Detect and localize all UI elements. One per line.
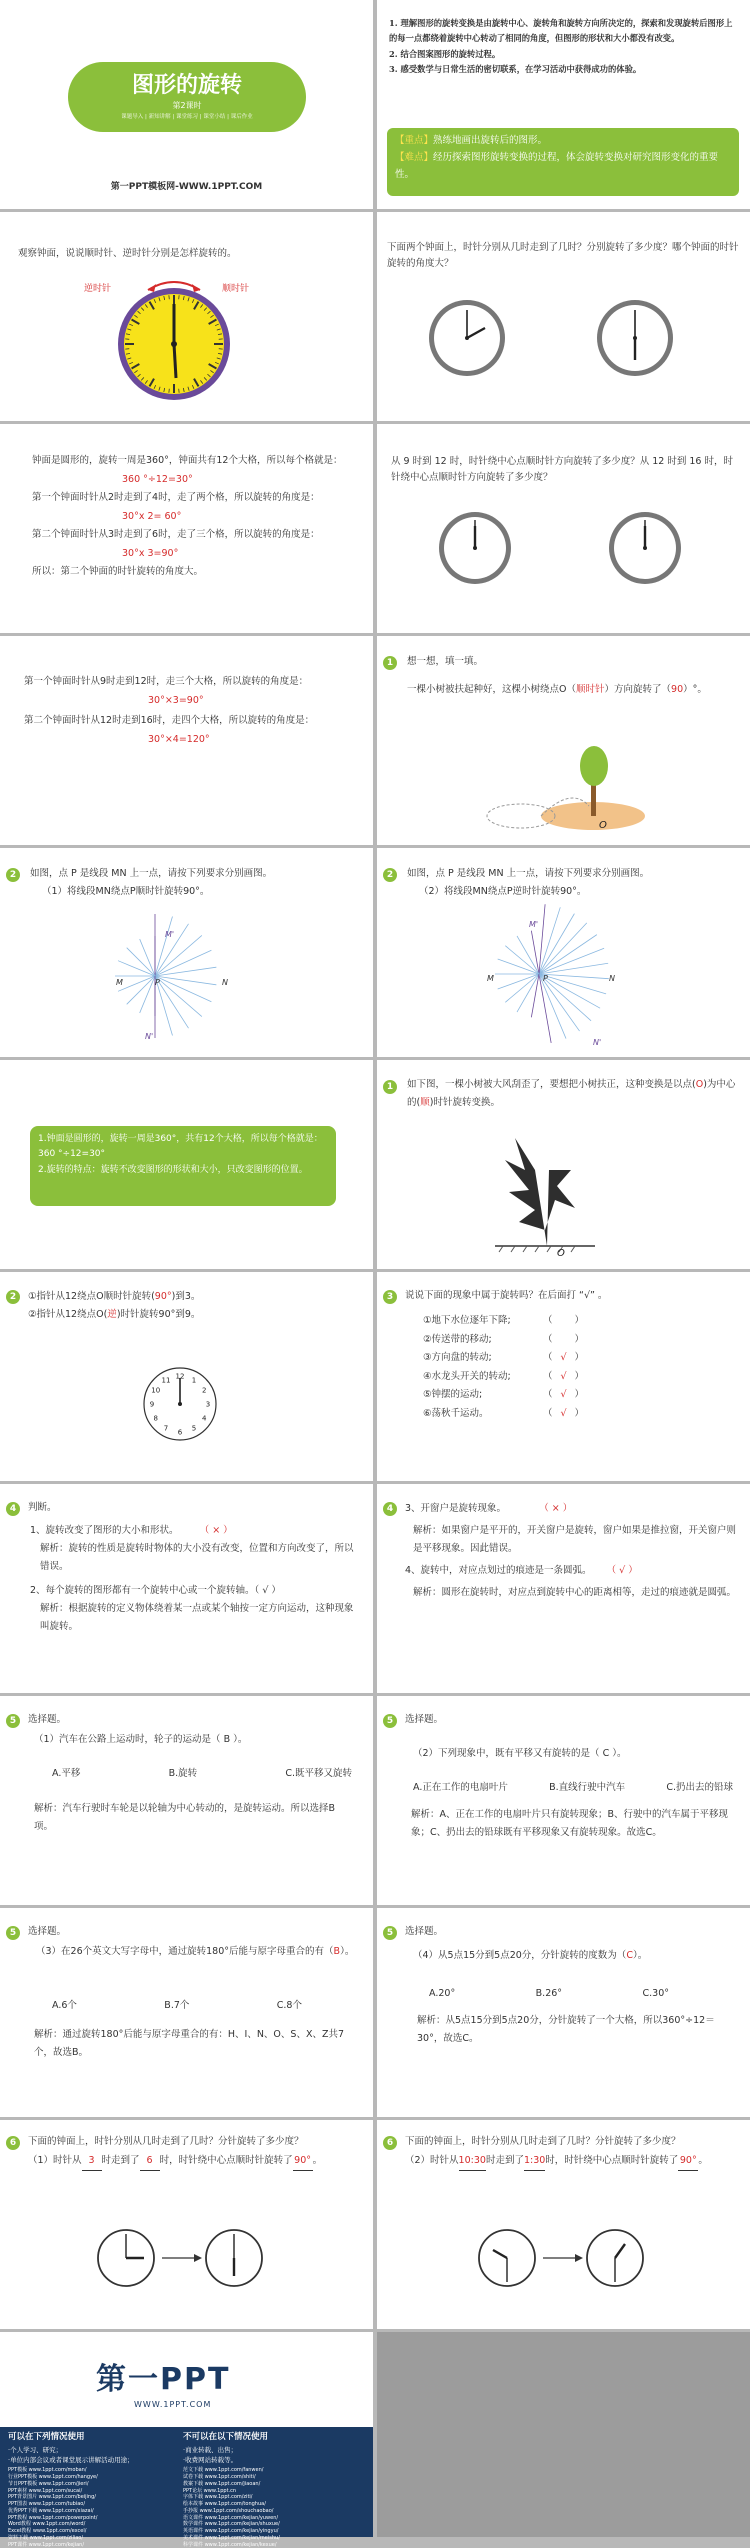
two-clocks-question: 下面两个钟面上，时针分别从几时走到了几时？分别旋转了多少度？哪个钟面的时针旋转的角度大？ <box>387 240 743 272</box>
choice-answer: C <box>626 1950 633 1961</box>
item-answer: √ <box>556 1368 572 1387</box>
footer-link[interactable]: 资料下载 www.1ppt.com/ziliao/ <box>8 2535 183 2542</box>
list-item: ②传送带的移动; （ ） <box>423 1331 723 1350</box>
list-item: ③方向盘的转动; （ √ ） <box>423 1349 723 1368</box>
tree-fill-answer-degree: 90 <box>671 684 683 695</box>
item-text: ①地下水位逐年下降; <box>423 1312 543 1331</box>
judge-head: 判断。 <box>28 1500 57 1516</box>
forbidden-heading: 不可以在以下情况使用 <box>183 2431 358 2445</box>
slide-draw-ccw <box>377 848 750 1057</box>
label-p: P <box>155 976 160 990</box>
svg-text:O: O <box>599 820 607 831</box>
rotation-ray <box>127 948 155 976</box>
choice-options <box>429 1986 669 2002</box>
clock-answer-question: 下面的钟面上，时针分别从几时走到了几时？分针旋转了多少度？ <box>28 2134 358 2150</box>
question-number: 2 <box>6 868 20 882</box>
key-tag: 【重点】 <box>395 135 433 146</box>
judge-e2: 解析：根据旋转的定义物体绕着某一点或某个轴按一定方向运动，这种现象叫旋转。 <box>30 1600 360 1636</box>
item-text: ⑥荡秋千运动。 <box>423 1405 543 1424</box>
question-number: 1 <box>383 1080 397 1094</box>
slide-explanation-2 <box>0 636 373 845</box>
expl-formula-2: 30°x 2= 60° <box>32 508 352 527</box>
choice-question-text: （3）在26个英文大写字母中，通过旋转180°后能与原字母重合的有（ <box>36 1946 334 1957</box>
question-number: 2 <box>383 868 397 882</box>
question-number: 5 <box>6 1926 20 1940</box>
clocks-1030-to-130 <box>477 2226 647 2290</box>
choice-answer: B <box>334 1946 341 1957</box>
expl2-line-2: 第二个钟面时针从12时走到16时，走四个大格，所以旋转的角度是： <box>24 711 354 730</box>
judge-e3: 解析：如果窗户是平开的，开关窗户是旋转，窗户如果是推拉窗，开关窗户则是平移现象。因此错误。 <box>405 1522 739 1558</box>
brand-text: 第一PPT模板网-WWW.1PPT.COM <box>0 180 373 195</box>
rotation-ray <box>539 974 600 1008</box>
question-number: 4 <box>383 1502 397 1516</box>
footer-link[interactable]: PPT模板 www.1ppt.com/moban/ <box>8 2467 183 2474</box>
judge-q3 <box>405 1500 739 1518</box>
slide-observe-clock <box>0 212 373 421</box>
option-a: A.平移 <box>52 1766 80 1782</box>
goal-3: 3. 感受数学与日常生活的密切联系，在学习活动中获得成功的体验。 <box>389 62 739 77</box>
links-left <box>8 2467 183 2548</box>
lesson-title: 图形的旋转 <box>68 72 306 100</box>
sentence-part-a: （2）时针从 <box>405 2155 459 2166</box>
pointer-line-1-a: ①指针从12绕点O顺时针旋转( <box>28 1291 155 1302</box>
clock-numeral: 8 <box>154 1415 158 1423</box>
9-12-question: 从 9 时到 12 时，时针绕中心点顺时针方向旋转了多少度？从 12 时到 16 时，时针绕中心点顺时针方向旋转了多少度？ <box>391 454 741 486</box>
key-text: 熟练地画出旋转后的图形。 <box>433 135 547 146</box>
item-answer: √ <box>556 1349 572 1368</box>
choice-options <box>52 1766 352 1782</box>
clock-numeral: 6 <box>178 1429 183 1437</box>
judge-q1 <box>30 1522 360 1540</box>
slide-pointer <box>0 1272 373 1481</box>
slide-tree-fill <box>377 636 750 845</box>
title-pill <box>68 62 306 132</box>
question-number: 5 <box>383 1714 397 1728</box>
option-b: B.26° <box>536 1986 562 2002</box>
question-number: 3 <box>383 1290 397 1304</box>
slide-goals <box>377 0 750 209</box>
footer-link[interactable]: 语文课件 www.1ppt.com/kejian/yuwen/ <box>183 2515 358 2522</box>
rotation-ray <box>539 963 608 974</box>
expl-line-2: 第一个钟面时针从2时走到了4时，走了两个格，所以旋转的角度是： <box>32 489 352 508</box>
option-c: C.扔出去的铅球 <box>666 1780 733 1796</box>
footer-link[interactable]: 优秀PPT下载 www.1ppt.com/xiazai/ <box>8 2508 183 2515</box>
label-m-prime: M' <box>165 928 174 942</box>
footer-link[interactable]: 行业PPT模板 www.1ppt.com/hangye/ <box>8 2474 183 2481</box>
draw-ccw-question: 如图，点 P 是线段 MN 上一点，请按下列要求分别画图。 <box>407 866 649 882</box>
links-right <box>183 2467 358 2548</box>
footer-link[interactable]: 科学课件 www.1ppt.com/kejian/kexue/ <box>183 2542 358 2548</box>
slide-title <box>0 0 373 209</box>
judge-q3-text: 3、开窗户是旋转现象。 <box>405 1503 506 1514</box>
item-answer: √ <box>556 1405 572 1424</box>
rotation-check-question: 说说下面的现象中属于旋转吗？在后面打 “√” 。 <box>405 1288 607 1304</box>
clocks-3-to-6 <box>96 2226 266 2290</box>
slide-judge-1 <box>0 1484 373 1693</box>
slide-9-to-12 <box>377 424 750 633</box>
observe-question: 观察钟面，说说顺时针、逆时针分别是怎样旋转的。 <box>18 246 237 262</box>
pointer-answer-1: 90° <box>155 1291 172 1302</box>
rotation-ray <box>498 974 539 989</box>
tree-fill-part-c: ）°。 <box>683 684 707 695</box>
difficulty-tag: 【难点】 <box>395 152 433 163</box>
footer-link[interactable]: 范文下载 www.1ppt.com/fanwen/ <box>183 2467 358 2474</box>
expl-line-3: 第二个钟面时针从3时走到了6时，走了三个格，所以旋转的角度是： <box>32 526 352 545</box>
choice-options <box>413 1780 733 1796</box>
tree-fill-part-a: 一棵小树被扶起种好，这棵小树绕点 <box>407 684 559 695</box>
judge-e4: 解析：圆形在旋转时，对应点到旋转中心的距离相等，走过的痕迹就是圆弧。 <box>405 1584 739 1602</box>
question-number: 6 <box>383 2136 397 2150</box>
sentence-part-c: 时走到了 <box>486 2155 524 2166</box>
ccw-label: 逆时针 <box>84 282 111 297</box>
option-c: C.30° <box>643 1986 670 2002</box>
pointer-line-2-a: ②指针从12绕点O( <box>28 1309 107 1320</box>
allowed-heading: 可以在下列情况使用 <box>8 2431 183 2445</box>
judge-a4: （ √ ） <box>607 1565 638 1576</box>
footer-link[interactable]: Word教程 www.1ppt.com/word/ <box>8 2521 183 2528</box>
tree-wind-sentence <box>407 1076 741 1112</box>
rotation-ray <box>539 914 574 974</box>
choice-explanation: 解析：A、正在工作的电扇叶片只有旋转现象；B、行驶中的汽车属于平移现象；C、扔出去的铅球既有平移现象又有旋转现象。故选C。 <box>411 1806 737 1842</box>
list-item: ④水龙头开关的转动; （ √ ） <box>423 1368 723 1387</box>
expl-line-1: 钟面是圆形的，旋转一周是360°，钟面共有12个大格，所以每个格就是： <box>32 452 352 471</box>
draw-cw-sub: （1）将线段MN绕点P顺时针旋转90°。 <box>42 884 209 900</box>
label-n-prime: N' <box>593 1036 601 1050</box>
question-number: 6 <box>6 2136 20 2150</box>
answer-degree: 90° <box>678 2152 698 2171</box>
point-o-label: O <box>557 1248 565 1259</box>
footer-link[interactable]: 英语课件 www.1ppt.com/kejian/yingyu/ <box>183 2528 358 2535</box>
judge-e1: 解析：旋转的性质是旋转时物体的大小没有改变，位置和方向改变了，所以错误。 <box>30 1540 360 1576</box>
clock-answer-question: 下面的钟面上，时针分别从几时走到了几时？分针旋转了多少度？ <box>405 2134 735 2150</box>
clock-numeral: 4 <box>202 1415 207 1423</box>
clock-right <box>595 298 675 378</box>
judge-a1: （ × ） <box>200 1525 233 1536</box>
expl2-line-1: 第一个钟面时针从9时走到12时，走三个大格，所以旋转的角度是： <box>24 672 354 691</box>
footer-link[interactable]: PPT教程 www.1ppt.com/powerpoint/ <box>8 2515 183 2522</box>
clock-9 <box>437 510 513 586</box>
footer-link[interactable]: 手抄报 www.1ppt.com/shouchaobao/ <box>183 2508 358 2515</box>
slide-tree-wind <box>377 1060 750 1269</box>
allowed-1: ·个人学习、研究； <box>8 2445 183 2455</box>
pointer-line-1-c: )到3。 <box>172 1291 201 1302</box>
choice-question: （1）汽车在公路上运动时，轮子的运动是（ B ）。 <box>34 1732 247 1748</box>
option-b: B.7个 <box>164 1998 189 2014</box>
option-a: A.6个 <box>52 1998 77 2014</box>
clock-numeral: 5 <box>192 1425 196 1433</box>
label-n: N <box>609 972 615 986</box>
tree-fill-sentence <box>407 680 737 699</box>
choice-head: 选择题。 <box>28 1712 66 1728</box>
clock-numeral: 10 <box>151 1387 160 1395</box>
footer-link[interactable]: 字体下载 www.1ppt.com/ziti/ <box>183 2494 358 2501</box>
footer-link[interactable]: 教案下载 www.1ppt.com/jiaoan/ <box>183 2481 358 2488</box>
choice-explanation: 解析：通过旋转180°后能与原字母重合的有：H、I、N、O、S、X、Z共7个，故选B。 <box>34 2026 360 2062</box>
rotation-ray <box>127 976 155 1004</box>
difficulty-text: 经历探索图形旋转变换的过程，体会旋转变换对研究图形变化的重要性。 <box>395 152 718 180</box>
label-m: M <box>116 976 123 990</box>
slide-explanation-1 <box>0 424 373 633</box>
choice-question-end: ）。 <box>340 1946 354 1957</box>
slide-draw-cw <box>0 848 373 1057</box>
rotation-ray <box>505 946 539 974</box>
expl2-formula-1: 30°×3=90° <box>24 691 354 710</box>
list-item: ⑤钟摆的运动; （ √ ） <box>423 1386 723 1405</box>
empty-panel <box>377 2332 750 2537</box>
answer-start-time: 10:30 <box>459 2152 486 2171</box>
slide-choice-2 <box>377 1696 750 1905</box>
goal-1: 1. 理解图形的旋转变换是由旋转中心、旋转角和旋转方向所决定的，探索和发现旋转后图形上的每一点都绕着旋转中心转动了相同的角度，但图形的形状和大小都没有改变。 <box>389 16 739 47</box>
tree-fill-part-b: ）方向旋转了（ <box>605 684 672 695</box>
clock-numeral: 11 <box>162 1376 171 1384</box>
choice-question: （2）下列现象中，既有平移又有旋转的是（ C ）。 <box>413 1746 626 1762</box>
rotation-figure-ccw <box>477 914 627 1054</box>
clock-12 <box>607 510 683 586</box>
rotation-check-list <box>423 1312 723 1423</box>
option-c: C.8个 <box>277 1998 302 2014</box>
tree-fill-answer-direction: 顺时针 <box>576 684 605 695</box>
judge-q1-text: 1、旋转改变了图形的大小和形状。 <box>30 1525 179 1536</box>
option-b: B.直线行驶中汽车 <box>549 1780 625 1796</box>
slide-clock-answer-2 <box>377 2120 750 2329</box>
answer-end-time: 1:30 <box>524 2152 545 2171</box>
pointer-line-2 <box>28 1306 200 1324</box>
item-text: ⑤钟摆的运动; <box>423 1386 543 1405</box>
footer-link[interactable]: PPT背景图片 www.1ppt.com/beijing/ <box>8 2494 183 2501</box>
judge-q2: 2、每个旋转的图形都有一个旋转中心或一个旋转轴。（ √ ） <box>30 1582 360 1600</box>
rotation-ray <box>539 974 606 994</box>
lesson-meta: 课题导入 | 新知讲解 | 课堂练习 | 课堂小结 | 课后作业 <box>68 112 306 122</box>
answer-start-hour: 3 <box>82 2152 102 2171</box>
rotation-ray <box>155 917 172 976</box>
footer-link[interactable]: 节日PPT模板 www.1ppt.com/jieri/ <box>8 2481 183 2488</box>
clock-numeral: 12 <box>176 1373 185 1381</box>
option-a: A.正在工作的电扇叶片 <box>413 1780 508 1796</box>
footer-link[interactable]: PPT课件 www.1ppt.com/kejian/ <box>8 2542 183 2548</box>
label-n: N <box>222 976 228 990</box>
clock-numeral: 1 <box>192 1376 196 1384</box>
summary-box <box>30 1126 336 1206</box>
sentence-part-e: 时，时针绕中心点顺时针旋转了 <box>545 2155 678 2166</box>
forbidden-1: ·商业转载、出售； <box>183 2445 358 2455</box>
draw-ccw-sub: （2）将线段MN绕点P逆时针旋转90°。 <box>419 884 586 900</box>
footer-link[interactable]: PPT图表 www.1ppt.com/tubiao/ <box>8 2501 183 2508</box>
option-c: C.既平移又旋转 <box>285 1766 352 1782</box>
tree-fill-title: 想一想，填一填。 <box>407 654 483 670</box>
sentence-part-g: 。 <box>313 2155 323 2166</box>
pointer-clock <box>140 1364 220 1444</box>
slide-footer <box>0 2332 373 2537</box>
tree-fill-point: O（ <box>559 684 576 695</box>
choice-question <box>413 1948 647 1964</box>
label-p: P <box>543 972 548 986</box>
choice-question <box>36 1944 356 1960</box>
choice-question-text: （4）从5点15分到5点20分，分针旋转的度数为（ <box>413 1950 626 1961</box>
question-number: 2 <box>6 1290 20 1304</box>
footer-link[interactable]: 绘本故事 www.1ppt.com/tonghua/ <box>183 2501 358 2508</box>
judge-q4 <box>405 1562 739 1580</box>
footer-link[interactable]: 美术课件 www.1ppt.com/kejian/meishu/ <box>183 2535 358 2542</box>
clock-numeral: 3 <box>206 1401 210 1409</box>
choice-head: 选择题。 <box>405 1924 443 1940</box>
label-m-prime: M' <box>529 918 538 932</box>
tree-wind-answer-direction: 顺 <box>420 1097 430 1108</box>
rotation-ray <box>539 923 587 974</box>
clock-numeral: 2 <box>202 1387 206 1395</box>
summary-point-2: 2.旋转的特点：旋转不改变图形的形状和大小，只改变图形的位置。 <box>38 1163 328 1178</box>
yellow-clock <box>108 274 240 406</box>
slide-rotation-check <box>377 1272 750 1481</box>
question-number: 1 <box>383 656 397 670</box>
key-points-box <box>387 128 739 196</box>
sentence-part-e: 时，时针绕中心点顺时针旋转了 <box>160 2155 293 2166</box>
footer-logo: 第一PPT <box>96 2354 230 2405</box>
answer-end-hour: 6 <box>140 2152 160 2171</box>
judge-q4-text: 4、旋转中，对应点划过的痕迹是一条圆弧。 <box>405 1565 592 1576</box>
footer-link[interactable]: 数学课件 www.1ppt.com/kejian/shuxue/ <box>183 2521 358 2528</box>
lesson-subtitle: 第2课时 <box>68 100 306 112</box>
choice-options <box>52 1998 302 2014</box>
footer-link[interactable]: 试卷下载 www.1ppt.com/shiti/ <box>183 2474 358 2481</box>
choice-head: 选择题。 <box>28 1924 66 1940</box>
item-text: ④水龙头开关的转动; <box>423 1368 543 1387</box>
choice-head: 选择题。 <box>405 1712 443 1728</box>
expl-formula-3: 30°x 3=90° <box>32 545 352 564</box>
label-m: M <box>487 972 494 986</box>
question-number: 5 <box>383 1926 397 1940</box>
slide-two-clocks <box>377 212 750 421</box>
footer-link[interactable]: PPT素材 www.1ppt.com/sucai/ <box>8 2488 183 2495</box>
sentence-part-a: （1）时针从 <box>28 2155 82 2166</box>
answer-degree: 90° <box>293 2152 313 2171</box>
slide-clock-answer-1 <box>0 2120 373 2329</box>
list-item: ①地下水位逐年下降; （ ） <box>423 1312 723 1331</box>
tree-wind-part-c: )时针旋转变换。 <box>430 1097 500 1108</box>
slide-judge-2 <box>377 1484 750 1693</box>
clock-numeral: 9 <box>150 1401 154 1409</box>
footer-link[interactable]: Excel教程 www.1ppt.com/excel/ <box>8 2528 183 2535</box>
expl2-formula-2: 30°×4=120° <box>24 730 354 749</box>
pointer-line-1 <box>28 1288 200 1306</box>
slide-choice-4 <box>377 1908 750 2117</box>
cw-label: 顺时针 <box>222 282 249 297</box>
slide-choice-3 <box>0 1908 373 2117</box>
tree-illustration <box>481 736 651 836</box>
expl-line-4: 所以：第二个钟面的时针旋转的角度大。 <box>32 563 352 582</box>
rotation-ray <box>498 959 539 974</box>
footer-link[interactable]: PPT论坛 www.1ppt.cn <box>183 2488 358 2495</box>
clock-numeral: 7 <box>164 1425 168 1433</box>
slide-choice-1 <box>0 1696 373 1905</box>
draw-cw-question: 如图，点 P 是线段 MN 上一点，请按下列要求分别画图。 <box>30 866 272 882</box>
forbidden-2: ·收费网站转载等。 <box>183 2455 358 2465</box>
allowed-2: ·单位内部会议或者课堂展示讲解活动用途； <box>8 2455 183 2465</box>
choice-question-end: ）。 <box>633 1950 647 1961</box>
tree-wind-part-b: )为中心的( <box>407 1079 735 1108</box>
pointer-line-2-c: )时针旋转90°到9。 <box>117 1309 201 1320</box>
choice-explanation: 解析：汽车行驶时车轮是以轮轴为中心转动的，是旋转运动。所以选择B项。 <box>34 1800 354 1836</box>
tree-wind-part-a: 如下图，一棵小树被大风刮歪了，要想把小树扶正，这种变换是以点( <box>407 1079 696 1090</box>
goal-2: 2. 结合图案图形的旋转过程。 <box>389 47 739 62</box>
judge-a3: （ × ） <box>539 1503 572 1514</box>
clock-left <box>427 298 507 378</box>
slide-summary <box>0 1060 373 1269</box>
item-answer: √ <box>556 1386 572 1405</box>
tree-wind-answer-point: O <box>696 1079 703 1090</box>
windblown-tree <box>495 1130 605 1260</box>
item-text: ②传送带的移动; <box>423 1331 543 1350</box>
footer-url: WWW.1PPT.COM <box>134 2398 211 2412</box>
option-a: A.20° <box>429 1986 455 2002</box>
list-item: ⑥荡秋千运动。 （ √ ） <box>423 1405 723 1424</box>
question-number: 5 <box>6 1714 20 1728</box>
summary-point-1: 1.钟面是圆形的，旋转一周是360°，共有12个大格，所以每个格就是：360 °÷12=30° <box>38 1132 328 1163</box>
rotation-ray <box>539 974 609 979</box>
clock-answer-sentence <box>28 2152 358 2171</box>
choice-explanation: 解析：从5点15分到5点20分，分针旋转了一个大格，所以360°÷12＝30°，故选C。 <box>417 2012 733 2048</box>
sentence-part-g: 。 <box>698 2155 708 2166</box>
clock-answer-sentence <box>405 2152 735 2171</box>
pointer-answer-2: 逆 <box>107 1309 117 1320</box>
label-n-prime: N' <box>145 1030 153 1044</box>
rotation-ray <box>505 974 539 1002</box>
question-number: 4 <box>6 1502 20 1516</box>
expl-formula-1: 360 °÷12=30° <box>32 471 352 490</box>
sentence-part-c: 时走到了 <box>102 2155 140 2166</box>
item-text: ③方向盘的转动; <box>423 1349 543 1368</box>
option-b: B.旋转 <box>169 1766 198 1782</box>
